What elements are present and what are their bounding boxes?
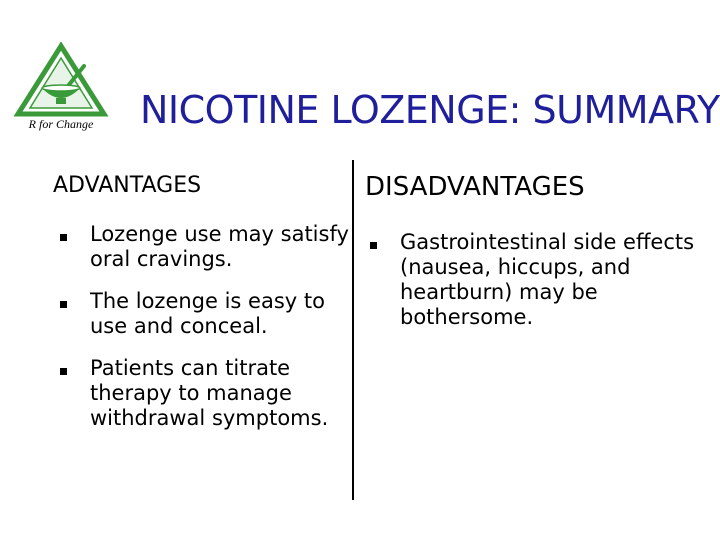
- list-item: [370, 230, 710, 330]
- bullet-icon: [60, 368, 67, 375]
- bullet-icon: [60, 234, 67, 241]
- bullet-icon: [60, 301, 67, 308]
- advantages-list: [60, 222, 352, 448]
- svg-text:R for Change: R for Change: [28, 117, 94, 131]
- page-title: NICOTINE LOZENGE: SUMMARY: [140, 88, 720, 132]
- disadvantages-heading: DISADVANTAGES: [365, 172, 585, 202]
- disadvantages-list: [370, 230, 710, 330]
- list-item-text: The lozenge is easy to use and conceal.: [90, 289, 325, 338]
- list-item: [60, 289, 352, 339]
- list-item: [60, 222, 352, 272]
- column-divider: [352, 160, 354, 500]
- list-item-text: Patients can titrate therapy to manage withdrawal symptoms.: [90, 356, 329, 430]
- list-item: [60, 356, 352, 431]
- rx-for-change-logo: [12, 42, 110, 132]
- advantages-heading: ADVANTAGES: [53, 173, 202, 198]
- list-item-text: Lozenge use may satisfy oral cravings.: [90, 222, 349, 271]
- bullet-icon: [370, 242, 377, 249]
- list-item-text: Gastrointestinal side effects (nausea, hiccups, and heartburn) may be bothersome.: [400, 230, 695, 329]
